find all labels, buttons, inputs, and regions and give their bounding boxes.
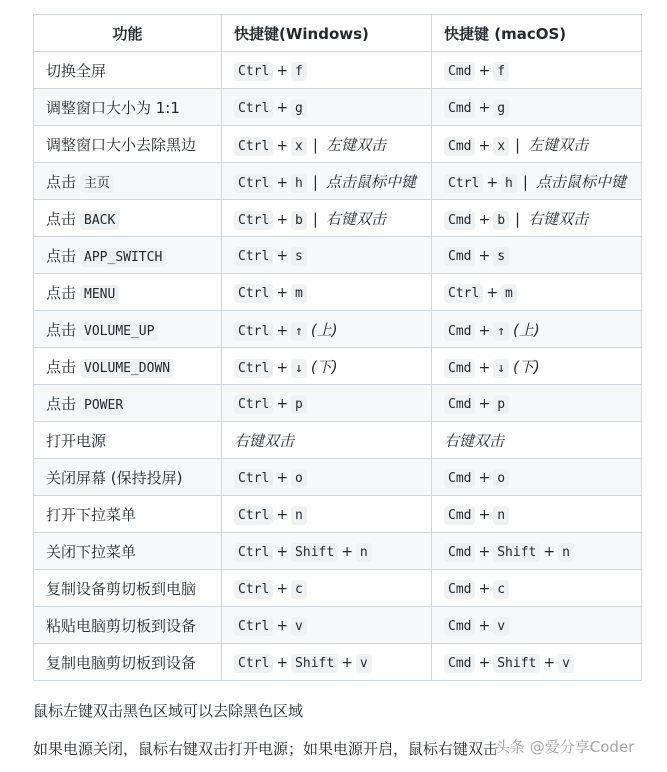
key-cap: c — [493, 580, 509, 599]
key-cap: Cmd — [444, 543, 475, 562]
table-row — [34, 52, 642, 89]
function-label: 调整窗口大小去除黑边 — [46, 135, 197, 154]
windows-shortcut-cell — [222, 274, 432, 311]
key-cap: Ctrl — [234, 580, 273, 599]
function-cell — [34, 52, 222, 89]
table-row — [34, 533, 642, 570]
function-code: VOLUME_UP — [80, 322, 158, 341]
key-cap: ↓ — [493, 359, 509, 378]
note-double-click-black: 鼠标左键双击黑色区域可以去除黑色区域 — [33, 702, 304, 720]
key-cap: m — [501, 284, 517, 303]
plus-sign: + — [478, 359, 491, 376]
key-cap: Cmd — [444, 654, 475, 673]
plus-sign: + — [276, 655, 289, 671]
function-cell — [34, 570, 222, 607]
plus-sign: + — [276, 396, 289, 412]
table-row — [34, 163, 642, 200]
separator: | — [522, 172, 528, 191]
separator: | — [515, 209, 521, 228]
key-cap: Ctrl — [444, 284, 483, 303]
mouse-action: 右键双击 — [234, 431, 295, 450]
mouse-action: 点击鼠标中键 — [535, 172, 626, 191]
plus-sign: + — [276, 618, 289, 634]
windows-shortcut-cell — [222, 644, 432, 681]
macos-shortcut-cell — [432, 422, 642, 459]
key-cap: Ctrl — [234, 322, 273, 341]
plus-sign: + — [478, 322, 491, 339]
windows-shortcut-cell — [222, 126, 432, 163]
plus-sign: + — [341, 544, 353, 560]
key-cap: Cmd — [444, 211, 475, 230]
windows-shortcut-cell — [222, 311, 432, 348]
key-cap: Cmd — [444, 322, 475, 341]
macos-shortcut-cell — [432, 533, 642, 570]
separator: | — [312, 209, 318, 228]
table-row — [34, 311, 642, 348]
plus-sign: + — [276, 174, 289, 191]
key-cap: Ctrl — [234, 469, 273, 488]
macos-shortcut-cell — [432, 496, 642, 533]
plus-sign: + — [478, 248, 491, 264]
mouse-action: (下) — [310, 357, 338, 376]
key-cap: c — [291, 580, 307, 599]
function-cell — [34, 163, 222, 200]
function-label: 打开下拉菜单 — [46, 505, 137, 524]
function-code: BACK — [80, 211, 119, 230]
function-cell — [34, 348, 222, 385]
function-label: 复制电脑剪切板到设备 — [46, 653, 197, 672]
key-cap: b — [493, 211, 509, 230]
header-windows: 快捷键(Windows) — [222, 15, 432, 52]
key-cap: Ctrl — [234, 247, 273, 266]
plus-sign: + — [276, 359, 289, 376]
windows-shortcut-cell — [222, 163, 432, 200]
mouse-action: (上) — [513, 320, 540, 339]
note-power: 如果电源关闭，鼠标右键双击打开电源；如果电源开启，鼠标右键双击 — [33, 740, 499, 758]
key-cap: v — [291, 617, 307, 636]
key-cap: Ctrl — [234, 359, 273, 378]
plus-sign: + — [478, 63, 491, 79]
macos-shortcut-cell — [432, 644, 642, 681]
table-row — [34, 89, 642, 126]
function-label: 点击 — [46, 357, 77, 376]
macos-shortcut-cell — [432, 348, 642, 385]
function-label: 复制设备剪切板到电脑 — [46, 579, 197, 598]
macos-shortcut-cell — [432, 385, 642, 422]
windows-shortcut-cell — [222, 89, 432, 126]
table-body — [34, 52, 642, 681]
key-cap: Shift — [291, 543, 338, 562]
plus-sign: + — [276, 544, 289, 560]
table-row — [34, 126, 642, 163]
plus-sign: + — [276, 322, 289, 339]
windows-shortcut-cell — [222, 496, 432, 533]
function-label: 打开电源 — [46, 431, 107, 450]
macos-shortcut-cell — [432, 200, 642, 237]
shortcut-table — [33, 14, 642, 681]
plus-sign: + — [276, 470, 289, 486]
key-cap: Shift — [291, 654, 338, 673]
function-cell — [34, 89, 222, 126]
function-cell — [34, 385, 222, 422]
table-row — [34, 237, 642, 274]
key-cap: n — [558, 543, 574, 562]
plus-sign: + — [478, 100, 491, 116]
plus-sign: + — [486, 285, 499, 301]
key-cap: s — [493, 247, 509, 266]
windows-shortcut-cell — [222, 52, 432, 89]
macos-shortcut-cell — [432, 89, 642, 126]
function-label: 点击 — [46, 246, 77, 265]
key-cap: Shift — [493, 543, 540, 562]
key-cap: p — [291, 395, 307, 414]
table-row — [34, 274, 642, 311]
function-cell — [34, 237, 222, 274]
plus-sign: + — [478, 581, 491, 597]
windows-shortcut-cell — [222, 385, 432, 422]
mouse-action: (上) — [310, 320, 338, 339]
key-cap: Ctrl — [234, 654, 273, 673]
windows-shortcut-cell — [222, 459, 432, 496]
key-cap: h — [291, 174, 307, 193]
table-header-row — [34, 15, 642, 52]
key-cap: Ctrl — [234, 211, 273, 230]
function-cell — [34, 607, 222, 644]
key-cap: Ctrl — [234, 543, 273, 562]
function-cell — [34, 126, 222, 163]
key-cap: Cmd — [444, 469, 475, 488]
key-cap: f — [493, 62, 509, 81]
key-cap: Ctrl — [444, 174, 483, 193]
key-cap: b — [291, 211, 307, 230]
function-code: MENU — [80, 285, 119, 304]
function-label: 关闭屏幕 (保持投屏) — [46, 468, 183, 487]
key-cap: Ctrl — [234, 506, 273, 525]
table-row — [34, 422, 642, 459]
key-cap: Cmd — [444, 359, 475, 378]
windows-shortcut-cell — [222, 533, 432, 570]
mouse-action: 右键双击 — [528, 209, 589, 228]
plus-sign: + — [478, 544, 491, 560]
key-cap: p — [493, 395, 509, 414]
function-label: 粘贴电脑剪切板到设备 — [46, 616, 197, 635]
key-cap: ↓ — [291, 359, 307, 378]
key-cap: Cmd — [444, 137, 475, 156]
key-cap: x — [493, 137, 509, 156]
plus-sign: + — [478, 137, 491, 154]
function-code: 主页 — [80, 174, 114, 193]
macos-shortcut-cell — [432, 52, 642, 89]
key-cap: Ctrl — [234, 62, 273, 81]
function-label: 点击 — [46, 283, 77, 302]
plus-sign: + — [276, 63, 289, 79]
mouse-action: 点击鼠标中键 — [325, 172, 416, 191]
key-cap: n — [356, 543, 372, 562]
separator: | — [515, 135, 521, 154]
plus-sign: + — [543, 544, 556, 560]
function-code: APP_SWITCH — [80, 248, 166, 267]
plus-sign: + — [276, 137, 289, 154]
key-cap: Ctrl — [234, 137, 273, 156]
plus-sign: + — [276, 507, 289, 523]
function-cell — [34, 274, 222, 311]
function-label: 关闭下拉菜单 — [46, 542, 137, 561]
function-code: VOLUME_DOWN — [80, 359, 174, 378]
plus-sign: + — [478, 396, 491, 412]
plus-sign: + — [276, 248, 289, 264]
windows-shortcut-cell — [222, 422, 432, 459]
plus-sign: + — [276, 100, 289, 116]
function-cell — [34, 459, 222, 496]
function-cell — [34, 533, 222, 570]
function-label: 点击 — [46, 320, 77, 339]
macos-shortcut-cell — [432, 237, 642, 274]
key-cap: m — [291, 284, 307, 303]
key-cap: o — [493, 469, 509, 488]
header-function: 功能 — [34, 15, 222, 52]
plus-sign: + — [478, 655, 491, 671]
plus-sign: + — [276, 211, 289, 228]
key-cap: Cmd — [444, 395, 475, 414]
mouse-action: 左键双击 — [528, 135, 589, 154]
plus-sign: + — [478, 470, 491, 486]
function-cell — [34, 496, 222, 533]
windows-shortcut-cell — [222, 607, 432, 644]
macos-shortcut-cell — [432, 274, 642, 311]
key-cap: ↑ — [493, 322, 509, 341]
plus-sign: + — [543, 655, 556, 671]
key-cap: g — [493, 99, 509, 118]
table-row — [34, 459, 642, 496]
macos-shortcut-cell — [432, 570, 642, 607]
key-cap: Cmd — [444, 247, 475, 266]
macos-shortcut-cell — [432, 311, 642, 348]
separator: | — [312, 172, 318, 191]
table-row — [34, 607, 642, 644]
key-cap: Cmd — [444, 99, 475, 118]
plus-sign: + — [478, 211, 491, 228]
windows-shortcut-cell — [222, 348, 432, 385]
function-label: 调整窗口大小为 1:1 — [46, 98, 180, 117]
function-label: 点击 — [46, 209, 77, 228]
mouse-action: 右键双击 — [325, 209, 386, 228]
key-cap: Ctrl — [234, 617, 273, 636]
windows-shortcut-cell — [222, 237, 432, 274]
key-cap: v — [493, 617, 509, 636]
table-row — [34, 496, 642, 533]
mouse-action: (下) — [513, 357, 540, 376]
macos-shortcut-cell — [432, 163, 642, 200]
mouse-action: 左键双击 — [325, 135, 386, 154]
function-label: 切换全屏 — [46, 61, 107, 80]
key-cap: x — [291, 137, 307, 156]
windows-shortcut-cell — [222, 200, 432, 237]
key-cap: g — [291, 99, 307, 118]
function-code: POWER — [80, 396, 127, 415]
plus-sign: + — [276, 285, 289, 301]
key-cap: Ctrl — [234, 99, 273, 118]
macos-shortcut-cell — [432, 126, 642, 163]
table-row — [34, 348, 642, 385]
plus-sign: + — [341, 655, 353, 671]
key-cap: Ctrl — [234, 174, 273, 193]
key-cap: v — [356, 654, 372, 673]
separator: | — [312, 135, 318, 154]
mouse-action: 右键双击 — [444, 431, 505, 450]
watermark: 头条 @爱分享Coder — [495, 738, 635, 756]
function-cell — [34, 311, 222, 348]
table-row — [34, 644, 642, 681]
key-cap: Shift — [493, 654, 540, 673]
key-cap: Cmd — [444, 617, 475, 636]
function-label: 点击 — [46, 394, 77, 413]
function-cell — [34, 200, 222, 237]
function-cell — [34, 644, 222, 681]
key-cap: Cmd — [444, 580, 475, 599]
key-cap: Ctrl — [234, 395, 273, 414]
plus-sign: + — [276, 581, 289, 597]
table-row — [34, 200, 642, 237]
key-cap: o — [291, 469, 307, 488]
table-row — [34, 570, 642, 607]
key-cap: Ctrl — [234, 284, 273, 303]
macos-shortcut-cell — [432, 607, 642, 644]
windows-shortcut-cell — [222, 570, 432, 607]
plus-sign: + — [486, 174, 499, 191]
function-label: 点击 — [46, 172, 77, 191]
key-cap: Cmd — [444, 62, 475, 81]
plus-sign: + — [478, 507, 491, 523]
plus-sign: + — [478, 618, 491, 634]
key-cap: s — [291, 247, 307, 266]
key-cap: Cmd — [444, 506, 475, 525]
key-cap: ↑ — [291, 322, 307, 341]
key-cap: n — [493, 506, 509, 525]
function-cell — [34, 422, 222, 459]
key-cap: v — [558, 654, 574, 673]
key-cap: n — [291, 506, 307, 525]
table-row — [34, 385, 642, 422]
macos-shortcut-cell — [432, 459, 642, 496]
key-cap: f — [291, 62, 307, 81]
header-macos: 快捷键 (macOS) — [432, 15, 642, 52]
key-cap: h — [501, 174, 517, 193]
